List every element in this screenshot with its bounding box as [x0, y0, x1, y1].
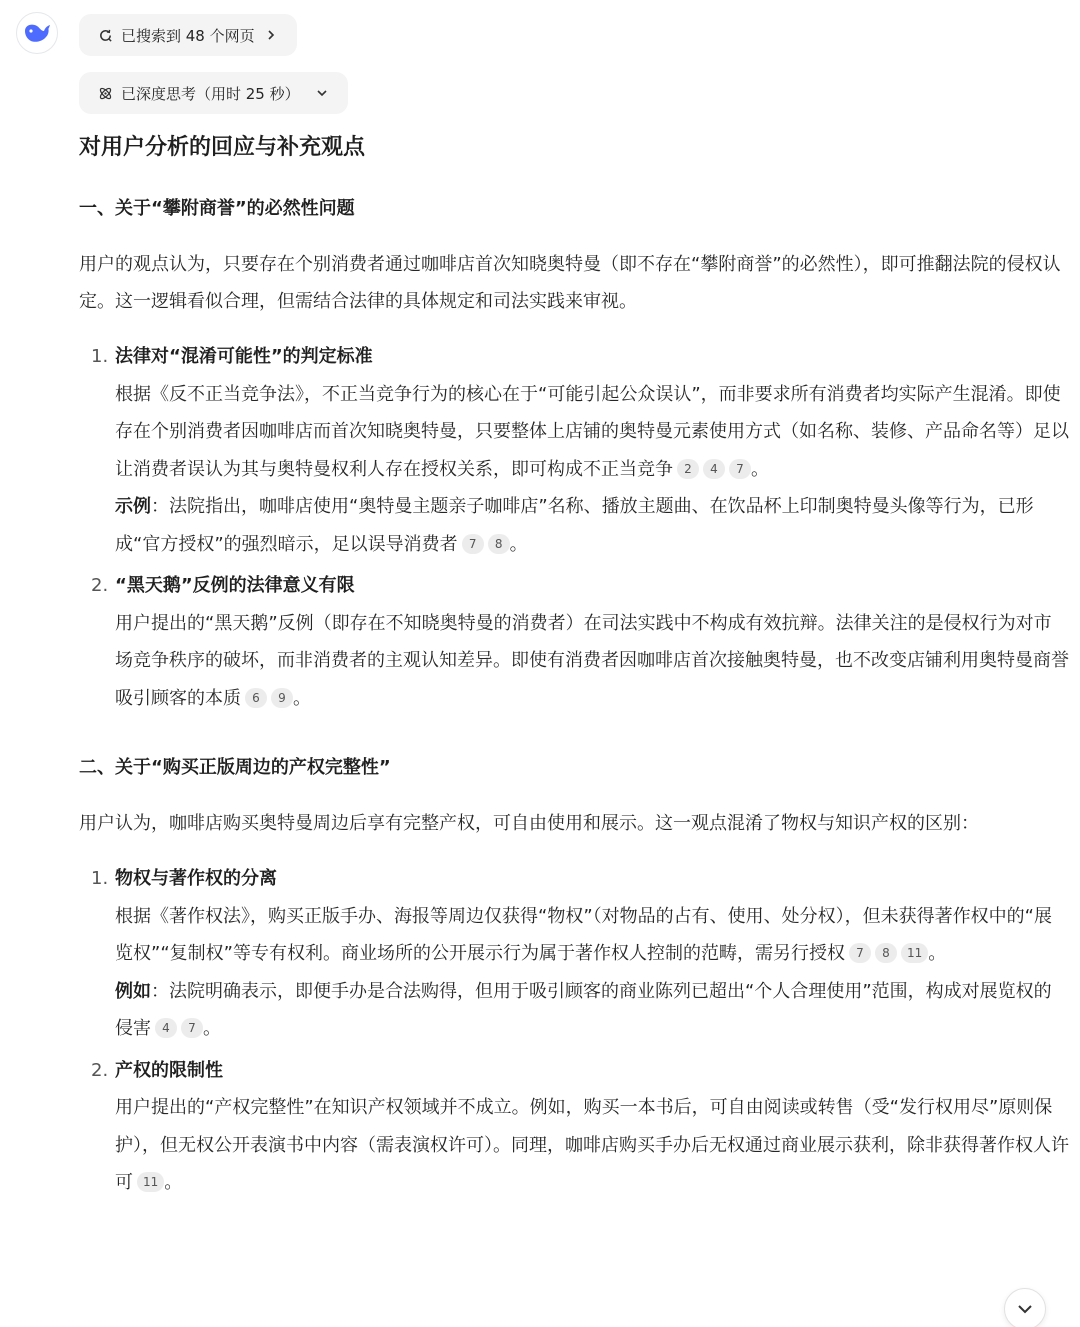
list-number: 1.: [91, 868, 109, 889]
citation-badge[interactable]: 8: [488, 534, 510, 554]
item-title: 物权与著作权的分离: [115, 868, 277, 889]
deep-think-chip[interactable]: [79, 72, 348, 114]
chevron-down-icon: [314, 85, 330, 101]
section-1-list: [79, 338, 1069, 717]
item-title: 产权的限制性: [115, 1059, 223, 1081]
deep-think-chip-label: 已深度思考（用时 25 秒）: [121, 84, 300, 103]
section-2-title: 二、关于“购买正版周边的产权完整性”: [79, 757, 391, 778]
example-text: ：法院明确表示，即便手办是合法购得，但用于吸引顾客的商业陈列已超出“个人合理使用”范围，构成对展览权的侵害: [115, 980, 1052, 1039]
citation-badge[interactable]: 4: [703, 459, 725, 479]
answer-content: [79, 128, 1069, 1202]
whale-logo-icon: [23, 22, 51, 44]
citation-badge[interactable]: 8: [875, 943, 897, 963]
assistant-avatar: [16, 12, 58, 54]
list-number: 2.: [91, 575, 109, 596]
section-2-list: [79, 860, 1069, 1202]
section-1-intro: 用户的观点认为，只要存在个别消费者通过咖啡店首次知晓奥特曼（即不存在“攀附商誉”的必然性），即可推翻法院的侵权认定。这一逻辑看似合理，但需结合法律的具体规定和司法实践来审视。: [79, 254, 1061, 312]
period: 。: [509, 533, 528, 555]
period: 。: [203, 1018, 221, 1039]
citation-badge[interactable]: 11: [137, 1172, 164, 1192]
citation-badge[interactable]: 7: [849, 943, 871, 963]
section-2-intro: 用户认为，咖啡店购买奥特曼周边后享有完整产权，可自由使用和展示。这一观点混淆了物权与知识产权的区别：: [79, 813, 979, 834]
list-item: [79, 1052, 1069, 1202]
item-title: “黑天鹅”反例的法律意义有限: [115, 575, 355, 596]
list-item: [79, 338, 1069, 563]
citation-badge[interactable]: 7: [181, 1018, 203, 1038]
item-text: 根据《著作权法》，购买正版手办、海报等周边仅获得“物权”（对物品的占有、使用、处分权），但未获得著作权中的“展览权”“复制权”等专有权利。商业场所的公开展示行为属于著作权人控制的范畴，需另行授权: [115, 905, 1052, 964]
chevron-right-icon: [263, 27, 279, 43]
item-text: 根据《反不正当竞争法》，不正当竞争行为的核心在于“可能引起公众误认”，而非要求所有消费者均实际产生混淆。即使存在个别消费者因咖啡店而首次知晓奥特曼，只要整体上店铺的奥特曼元素使用方式（如名称、装修、产品命名等）足以让消费者误认为其与奥特曼权利人存在授权关系，即可构成不正当竞争: [115, 383, 1069, 480]
item-text: 用户提出的“黑天鹅”反例（即存在不知晓奥特曼的消费者）在司法实践中不构成有效抗辩。法律关注的是侵权行为对市场竞争秩序的破坏，而非消费者的主观认知差异。即使有消费者因咖啡店首次接触奥特曼，也不改变店铺利用奥特曼商誉吸引顾客的本质: [115, 612, 1069, 709]
citation-badge[interactable]: 4: [155, 1018, 177, 1038]
list-item: [79, 860, 1069, 1048]
citation-badge[interactable]: 7: [729, 459, 751, 479]
section-1-title: 一、关于“攀附商誉”的必然性问题: [79, 198, 355, 219]
answer-heading: 对用户分析的回应与补充观点: [79, 135, 366, 160]
atom-icon: [97, 85, 113, 101]
period: 。: [164, 1172, 183, 1193]
item-text: 用户提出的“产权完整性”在知识产权领域并不成立。例如，购买一本书后，可自由阅读或转售（受“发行权用尽”原则保护），但无权公开表演书中内容（需表演权许可）。同理，咖啡店购买手办后无权通过商业展示获利，除非获得著作权人许可: [115, 1097, 1069, 1193]
chevron-down-icon: [1016, 1300, 1034, 1318]
period: 。: [751, 458, 769, 480]
citation-badge[interactable]: 7: [462, 534, 484, 554]
search-refresh-icon: [97, 27, 113, 43]
citation-badge[interactable]: 11: [901, 943, 928, 963]
example-label: 例如: [115, 980, 151, 1002]
search-results-chip[interactable]: [79, 14, 297, 56]
citation-badge[interactable]: 2: [677, 459, 699, 479]
list-item: [79, 567, 1069, 717]
example-text: ：法院指出，咖啡店使用“奥特曼主题亲子咖啡店”名称、播放主题曲、在饮品杯上印制奥特曼头像等行为，已形成“官方授权”的强烈暗示，足以误导消费者: [115, 496, 1034, 555]
period: 。: [293, 687, 311, 709]
citation-badge[interactable]: 6: [245, 688, 267, 708]
list-number: 2.: [91, 1059, 109, 1081]
search-chip-label: 已搜索到 48 个网页: [121, 26, 255, 45]
example-label: 示例: [115, 496, 151, 517]
list-number: 1.: [91, 346, 109, 367]
citation-badge[interactable]: 9: [271, 688, 293, 708]
item-title: 法律对“混淆可能性”的判定标准: [115, 346, 373, 367]
period: 。: [928, 943, 947, 964]
scroll-to-bottom-button[interactable]: [1004, 1288, 1046, 1327]
